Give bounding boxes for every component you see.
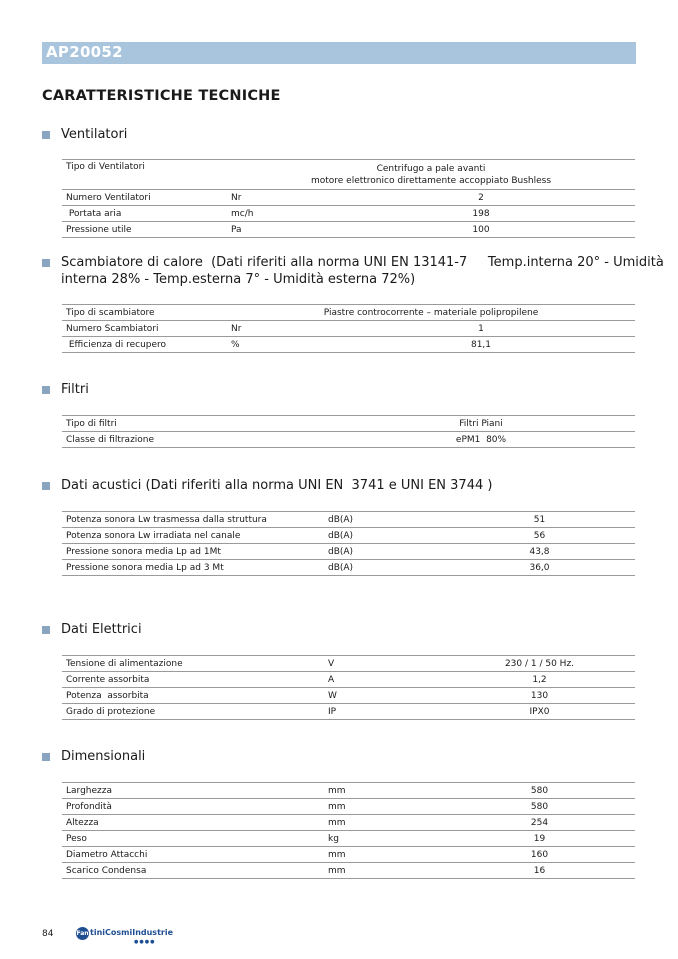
ventilatori-table — [62, 159, 635, 238]
square-bullet-icon — [42, 753, 50, 761]
table-row: Scarico Condensa mm 16 — [62, 863, 635, 879]
table-row: Potenza sonora Lw irradiata nel canale dB(A) 56 — [62, 528, 635, 544]
table-row: Altezza mm 254 — [62, 815, 635, 831]
square-bullet-icon — [42, 626, 50, 634]
table-row: Tipo di scambiatore Piastre controcorrente – materiale polipropilene — [62, 305, 635, 321]
square-bullet-icon — [42, 386, 50, 394]
table-row: Profondità mm 580 — [62, 799, 635, 815]
table-row: Pressione sonora media Lp ad 1Mt dB(A) 43,8 — [62, 544, 635, 560]
table-row: Pressione sonora media Lp ad 3 Mt dB(A) 36,0 — [62, 560, 635, 576]
table-row: Grado di protezione IP IPX0 — [62, 704, 635, 720]
table-row: Efficienza di recupero % 81,1 — [62, 337, 635, 353]
page-title: CARATTERISTICHE TECNICHE — [42, 88, 281, 104]
page-number: 84 — [42, 929, 54, 939]
table-row: Potenza assorbita W 130 — [62, 688, 635, 704]
table-row: Larghezza mm 580 — [62, 783, 635, 799]
table-row: Tipo di filtri Filtri Piani — [62, 416, 635, 432]
table-row: Potenza sonora Lw trasmessa dalla struttura dB(A) 51 — [62, 512, 635, 528]
dimensionali-table — [62, 782, 635, 879]
table-row: Pressione utile Pa 100 — [62, 222, 635, 238]
logo-dots-icon: ●●●● — [134, 939, 156, 945]
table-row: Corrente assorbita A 1,2 — [62, 672, 635, 688]
table-row: Numero Scambiatori Nr 1 — [62, 321, 635, 337]
square-bullet-icon — [42, 259, 50, 267]
table-row: Tensione di alimentazione V 230 / 1 / 50 Hz. — [62, 656, 635, 672]
filtri-table — [62, 415, 635, 448]
table-row: Portata aria mc/h 198 — [62, 206, 635, 222]
square-bullet-icon — [42, 131, 50, 139]
table-row: Diametro Attacchi mm 160 — [62, 847, 635, 863]
product-code: AP20052 — [46, 43, 123, 61]
product-code-banner — [42, 42, 636, 64]
table-row: Tipo di Ventilatori Centrifugo a pale avanti motore elettronico direttamente accoppiato Bushless — [62, 160, 635, 190]
table-row: Numero Ventilatori Nr 2 — [62, 190, 635, 206]
logo-mark-icon: Fan — [76, 927, 89, 940]
company-logo: Fan tiniCosmiIndustrie ●●●● — [76, 928, 174, 945]
elettrici-table — [62, 655, 635, 720]
square-bullet-icon — [42, 482, 50, 490]
scambiatore-table — [62, 304, 635, 353]
table-row: Classe di filtrazione ePM1 80% — [62, 432, 635, 448]
table-row: Peso kg 19 — [62, 831, 635, 847]
acustici-table — [62, 511, 635, 576]
